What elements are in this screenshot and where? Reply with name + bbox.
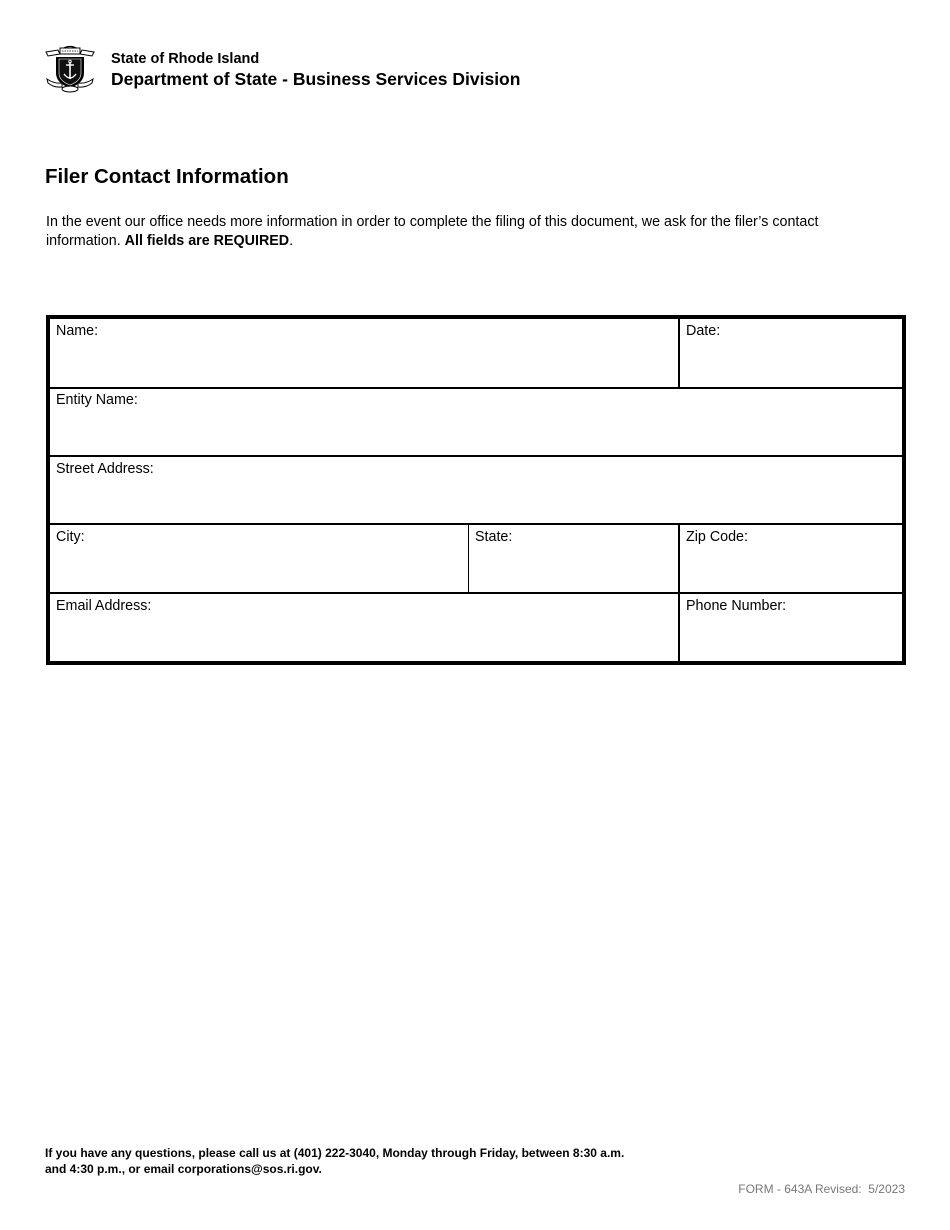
date-label: Date:	[686, 323, 721, 339]
required-notice: All fields are REQUIRED	[124, 233, 290, 249]
intro-paragraph	[46, 213, 846, 251]
department-name: Department of State - Business Services Division	[111, 69, 521, 89]
intro-text: In the event our office needs more information in order to complete the filing of this document, we ask for the filer’s contact information.	[46, 214, 819, 249]
state-label: State:	[475, 529, 513, 545]
phone-number-label: Phone Number:	[686, 598, 787, 614]
street-address-label: Street Address:	[56, 461, 154, 477]
rhode-island-state-seal-icon	[44, 43, 96, 93]
contact-note	[45, 1146, 685, 1177]
email-address-field[interactable]	[50, 594, 678, 661]
state-name: State of Rhode Island	[111, 51, 260, 67]
entity-name-label: Entity Name:	[56, 392, 138, 408]
filer-contact-form	[46, 315, 906, 665]
intro-end: .	[289, 233, 294, 249]
city-label: City:	[56, 529, 85, 545]
zip-code-field[interactable]	[680, 525, 902, 592]
email-address-label: Email Address:	[56, 598, 152, 614]
street-address-field[interactable]	[50, 457, 902, 523]
page-header	[44, 43, 520, 93]
state-field[interactable]	[469, 525, 678, 592]
date-field[interactable]	[680, 319, 902, 387]
form-revision-id: FORM - 643A Revised: 5/2023	[738, 1182, 905, 1196]
name-field[interactable]	[50, 319, 678, 387]
name-label: Name:	[56, 323, 99, 339]
zip-code-label: Zip Code:	[686, 529, 748, 545]
page-title: Filer Contact Information	[45, 165, 289, 188]
phone-number-field[interactable]	[680, 594, 902, 661]
contact-note-line-1: If you have any questions, please call us at (401) 222-3040, Monday through Friday, between 8:30 a.m.	[45, 1146, 625, 1160]
entity-name-field[interactable]	[50, 388, 902, 455]
header-text	[111, 51, 520, 90]
city-field[interactable]	[50, 525, 468, 592]
contact-note-line-2: and 4:30 p.m., or email corporations@sos.ri.gov.	[45, 1161, 322, 1176]
